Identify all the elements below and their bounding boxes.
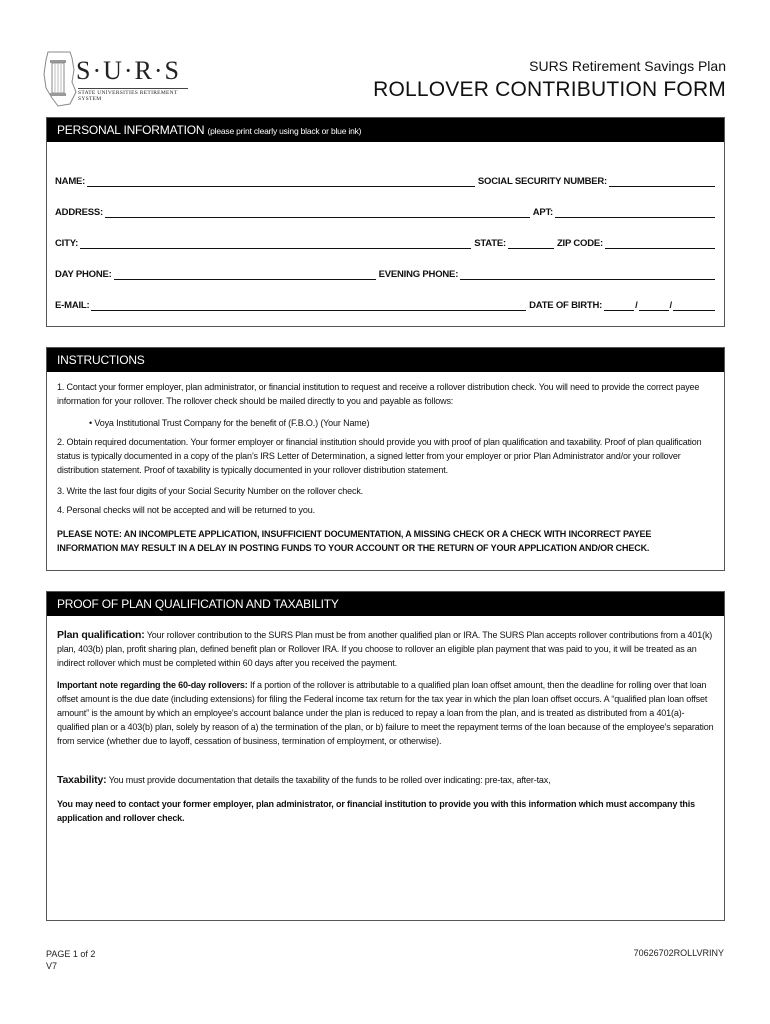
day-phone-field[interactable] xyxy=(114,270,376,280)
important-note-label: Important note regarding the 60-day rollovers: xyxy=(57,680,248,690)
personal-information-header xyxy=(47,118,724,142)
instruction-step-3: 3. Write the last four digits of your Social Security Number on the rollover check. xyxy=(57,486,364,496)
surs-logo xyxy=(40,48,200,110)
important-note-text: If a portion of the rollover is attributable to a qualified plan loan offset amount, then the deadline for rolling over that loan offset amount is the due date (including extensions) for filing the Federal income tax return for the tax year in which the plan loan offset occurs. A “qualified plan loan offset amount” is the amount by which an employee’s account balance under the plan is reduced to repay a loan from the plan, and is treated as distributed from a 401(a)-qualified plan or a 403(b) plan, solely by reason of a) the termination of the plan, or b) failure to meet the repayment terms of the loan because of the employee’s separation from service (whether due to layoff, cessation of business, termination of employment, or otherwise). xyxy=(57,680,714,746)
evening-phone-label: EVENING PHONE: xyxy=(378,269,459,280)
personal-information-heading: PERSONAL INFORMATION xyxy=(57,123,205,137)
ssn-label: SOCIAL SECURITY NUMBER: xyxy=(477,176,607,187)
address-row xyxy=(55,204,715,218)
instruction-please-note: PLEASE NOTE: AN INCOMPLETE APPLICATION, INSUFFICIENT DOCUMENTATION, A MISSING CHECK OR A CHECK WITH INCORRECT PAYEE INFORMATION MAY RESULT IN A DELAY IN POSTING FUNDS TO YOUR ACCOUNT OR THE RETURN OF YOUR APPLICATION AND/OR CHECK. xyxy=(57,529,652,553)
page-number: PAGE 1 of 2 xyxy=(46,949,96,959)
pillar-map-icon xyxy=(40,48,80,108)
taxability-label: Taxability: xyxy=(57,774,107,786)
proof-section xyxy=(46,591,725,921)
name-row xyxy=(55,173,715,187)
proof-heading: PROOF OF PLAN QUALIFICATION AND TAXABILITY xyxy=(57,597,339,611)
apt-label: APT: xyxy=(532,207,553,218)
proof-header xyxy=(47,592,724,616)
instructions-header xyxy=(47,348,724,372)
dob-label: DATE OF BIRTH: xyxy=(529,300,603,311)
email-field[interactable] xyxy=(91,301,526,311)
instructions-section xyxy=(46,347,725,571)
state-label: STATE: xyxy=(474,238,506,249)
plan-qualification-label: Plan qualification: xyxy=(57,629,145,641)
form-title: ROLLOVER CONTRIBUTION FORM xyxy=(373,78,726,101)
instruction-payee-bullet: • Voya Institutional Trust Company for the benefit of (F.B.O.) (Your Name) xyxy=(89,418,370,428)
logo-subtitle: STATE UNIVERSITIES RETIREMENT SYSTEM xyxy=(78,88,188,102)
plan-name: SURS Retirement Savings Plan xyxy=(529,58,726,74)
day-phone-label: DAY PHONE: xyxy=(55,269,112,280)
phone-row xyxy=(55,266,715,280)
dob-month-field[interactable] xyxy=(604,301,634,311)
important-note-paragraph xyxy=(57,678,714,748)
dob-separator: / xyxy=(635,300,638,311)
address-field[interactable] xyxy=(105,208,530,218)
footer-left xyxy=(46,948,95,972)
name-label: NAME: xyxy=(55,176,86,187)
email-row xyxy=(55,297,715,311)
city-field[interactable] xyxy=(80,239,471,249)
form-version: V7 xyxy=(46,961,58,971)
personal-information-section xyxy=(46,117,725,327)
city-label: CITY: xyxy=(55,238,79,249)
apt-field[interactable] xyxy=(555,208,715,218)
email-label: E-MAIL: xyxy=(55,300,90,311)
taxability-text: You must provide documentation that details the taxability of the funds to be rolled over indicating: pre-tax, after-tax, xyxy=(106,775,551,785)
ssn-field[interactable] xyxy=(609,177,715,187)
city-row xyxy=(55,235,715,249)
name-field[interactable] xyxy=(87,177,475,187)
instruction-step-1: 1. Contact your former employer, plan administrator, or financial institution to request and receive a rollover distribution check. You will need to provide the correct payee information for your rollover. The rollover check should be mailed directly to you and payable as follows: xyxy=(57,382,700,406)
dob-day-field[interactable] xyxy=(639,301,669,311)
plan-qualification-text: Your rollover contribution to the SURS Plan must be from another qualified plan or IRA. The SURS Plan accepts rollover contributions from a 401(k) plan, 403(b) plan, profit sharing plan, defined benefit plan or Rollover IRA. If you choose to rollover an eligible plan payment that was paid to you, it will be treated as an indirect rollover which must be completed within 60 days after you received the payment. xyxy=(57,630,713,668)
zip-field[interactable] xyxy=(605,239,715,249)
contact-note: You may need to contact your former employer, plan administrator, or financial institution to provide you with this information which must accompany this application and rollover check. xyxy=(57,799,695,823)
personal-information-note: (please print clearly using black or blue ink) xyxy=(207,126,362,136)
dob-year-field[interactable] xyxy=(673,301,715,311)
instructions-heading: INSTRUCTIONS xyxy=(57,353,145,367)
taxability-paragraph xyxy=(57,773,714,787)
logo-wordmark: S·U·R·S xyxy=(76,56,182,85)
evening-phone-field[interactable] xyxy=(460,270,715,280)
instruction-step-4: 4. Personal checks will not be accepted and will be returned to you. xyxy=(57,505,315,515)
instruction-step-2: 2. Obtain required documentation. Your former employer or financial institution should provide you with proof of plan qualification and taxability. Proof of plan qualification status is typically documented in a copy of the plan’s IRS Letter of Determination, a signed letter from your employer or prior Plan Administrator and/or your rollover distribution statement. Proof of taxability is typically documented in your rollover distribution statement. xyxy=(57,437,702,475)
address-label: ADDRESS: xyxy=(55,207,104,218)
form-code: 70626702ROLLVRINY xyxy=(633,948,724,958)
dob-separator: / xyxy=(669,300,672,311)
plan-qualification-paragraph xyxy=(57,628,714,670)
zip-label: ZIP CODE: xyxy=(556,238,603,249)
state-field[interactable] xyxy=(508,239,554,249)
